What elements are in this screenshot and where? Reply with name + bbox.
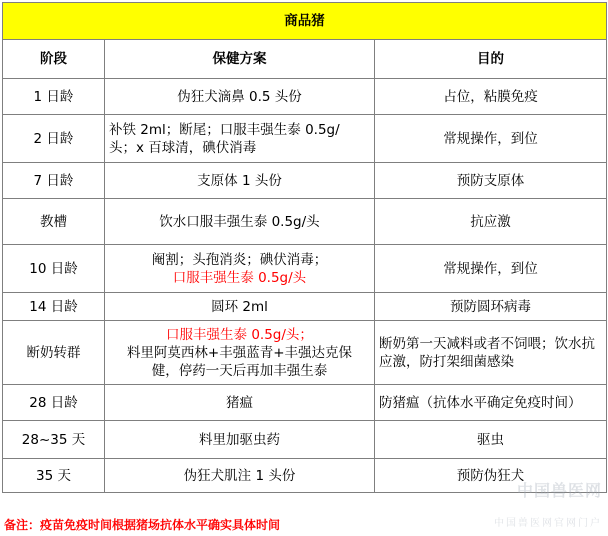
- table-row: [3, 199, 607, 245]
- table-row: [3, 321, 607, 385]
- goal-cell: 预防支原体: [375, 163, 607, 199]
- stage-cell: 10 日龄: [3, 245, 105, 293]
- plan-cell: [105, 115, 375, 163]
- goal-cell: 断奶第一天减料或者不饲喂；饮水抗应激，防打架细菌感染: [375, 321, 607, 385]
- plan-cell: 圆环 2ml: [105, 293, 375, 321]
- goal-cell: 常规操作，到位: [375, 245, 607, 293]
- stage-cell: 28~35 天: [3, 421, 105, 459]
- table-row: [3, 459, 607, 493]
- plan-cell: 猪瘟: [105, 385, 375, 421]
- plan-cell: 伪狂犬肌注 1 头份: [105, 459, 375, 493]
- footnote: 备注：疫苗免疫时间根据猪场抗体水平确实具体时间: [4, 518, 281, 532]
- title-row: [3, 3, 607, 40]
- goal-cell: 防猪瘟（抗体水平确定免疫时间）: [375, 385, 607, 421]
- watermark-sub: 中国兽医网官网门户: [494, 518, 602, 529]
- table-row: [3, 421, 607, 459]
- table-row: [3, 163, 607, 199]
- header-row: [3, 40, 607, 79]
- goal-cell: 常规操作，到位: [375, 115, 607, 163]
- table-row: [3, 293, 607, 321]
- plan-cell: 伪狂犬滴鼻 0.5 头份: [105, 79, 375, 115]
- plan-cell: 饮水口服丰强生泰 0.5g/头: [105, 199, 375, 245]
- plan-cell: 料里加驱虫药: [105, 421, 375, 459]
- header-stage: 阶段: [3, 40, 105, 79]
- stage-cell: 2 日龄: [3, 115, 105, 163]
- stage-cell: 教槽: [3, 199, 105, 245]
- stage-cell: 断奶转群: [3, 321, 105, 385]
- plan-line-emphasis: 口服丰强生泰 0.5g/头；: [166, 326, 313, 343]
- header-plan: 保健方案: [105, 40, 375, 79]
- header-goal: 目的: [375, 40, 607, 79]
- stage-cell: 35 天: [3, 459, 105, 493]
- table-title: 商品猪: [3, 3, 607, 40]
- schedule-table: [2, 2, 607, 493]
- plan-cell: [105, 321, 375, 385]
- stage-cell: 1 日龄: [3, 79, 105, 115]
- table-row: [3, 115, 607, 163]
- goal-cell: 抗应激: [375, 199, 607, 245]
- stage-cell: 14 日龄: [3, 293, 105, 321]
- plan-line: 阉割；头孢消炎；碘伏消毒；: [151, 251, 328, 268]
- plan-cell: [105, 245, 375, 293]
- goal-cell: 驱虫: [375, 421, 607, 459]
- stage-cell: 28 日龄: [3, 385, 105, 421]
- table-row: [3, 385, 607, 421]
- goal-cell: 预防伪狂犬: [375, 459, 607, 493]
- plan-line: 料里阿莫西林+丰强蓝青+丰强达克保: [126, 344, 353, 361]
- plan-line-emphasis: 口服丰强生泰 0.5g/头: [172, 269, 307, 286]
- table-row: [3, 245, 607, 293]
- plan-line: 头；x 百球清，碘伏消毒: [109, 139, 257, 156]
- plan-line: 健，停药一天后再加丰强生泰: [151, 362, 328, 379]
- goal-cell: 预防圆环病毒: [375, 293, 607, 321]
- stage-cell: 7 日龄: [3, 163, 105, 199]
- table-row: [3, 79, 607, 115]
- plan-line: 补铁 2ml；断尾；口服丰强生泰 0.5g/: [109, 121, 340, 138]
- plan-cell: 支原体 1 头份: [105, 163, 375, 199]
- goal-cell: 占位，粘膜免疫: [375, 79, 607, 115]
- watermark: 中国兽医网: [516, 481, 602, 500]
